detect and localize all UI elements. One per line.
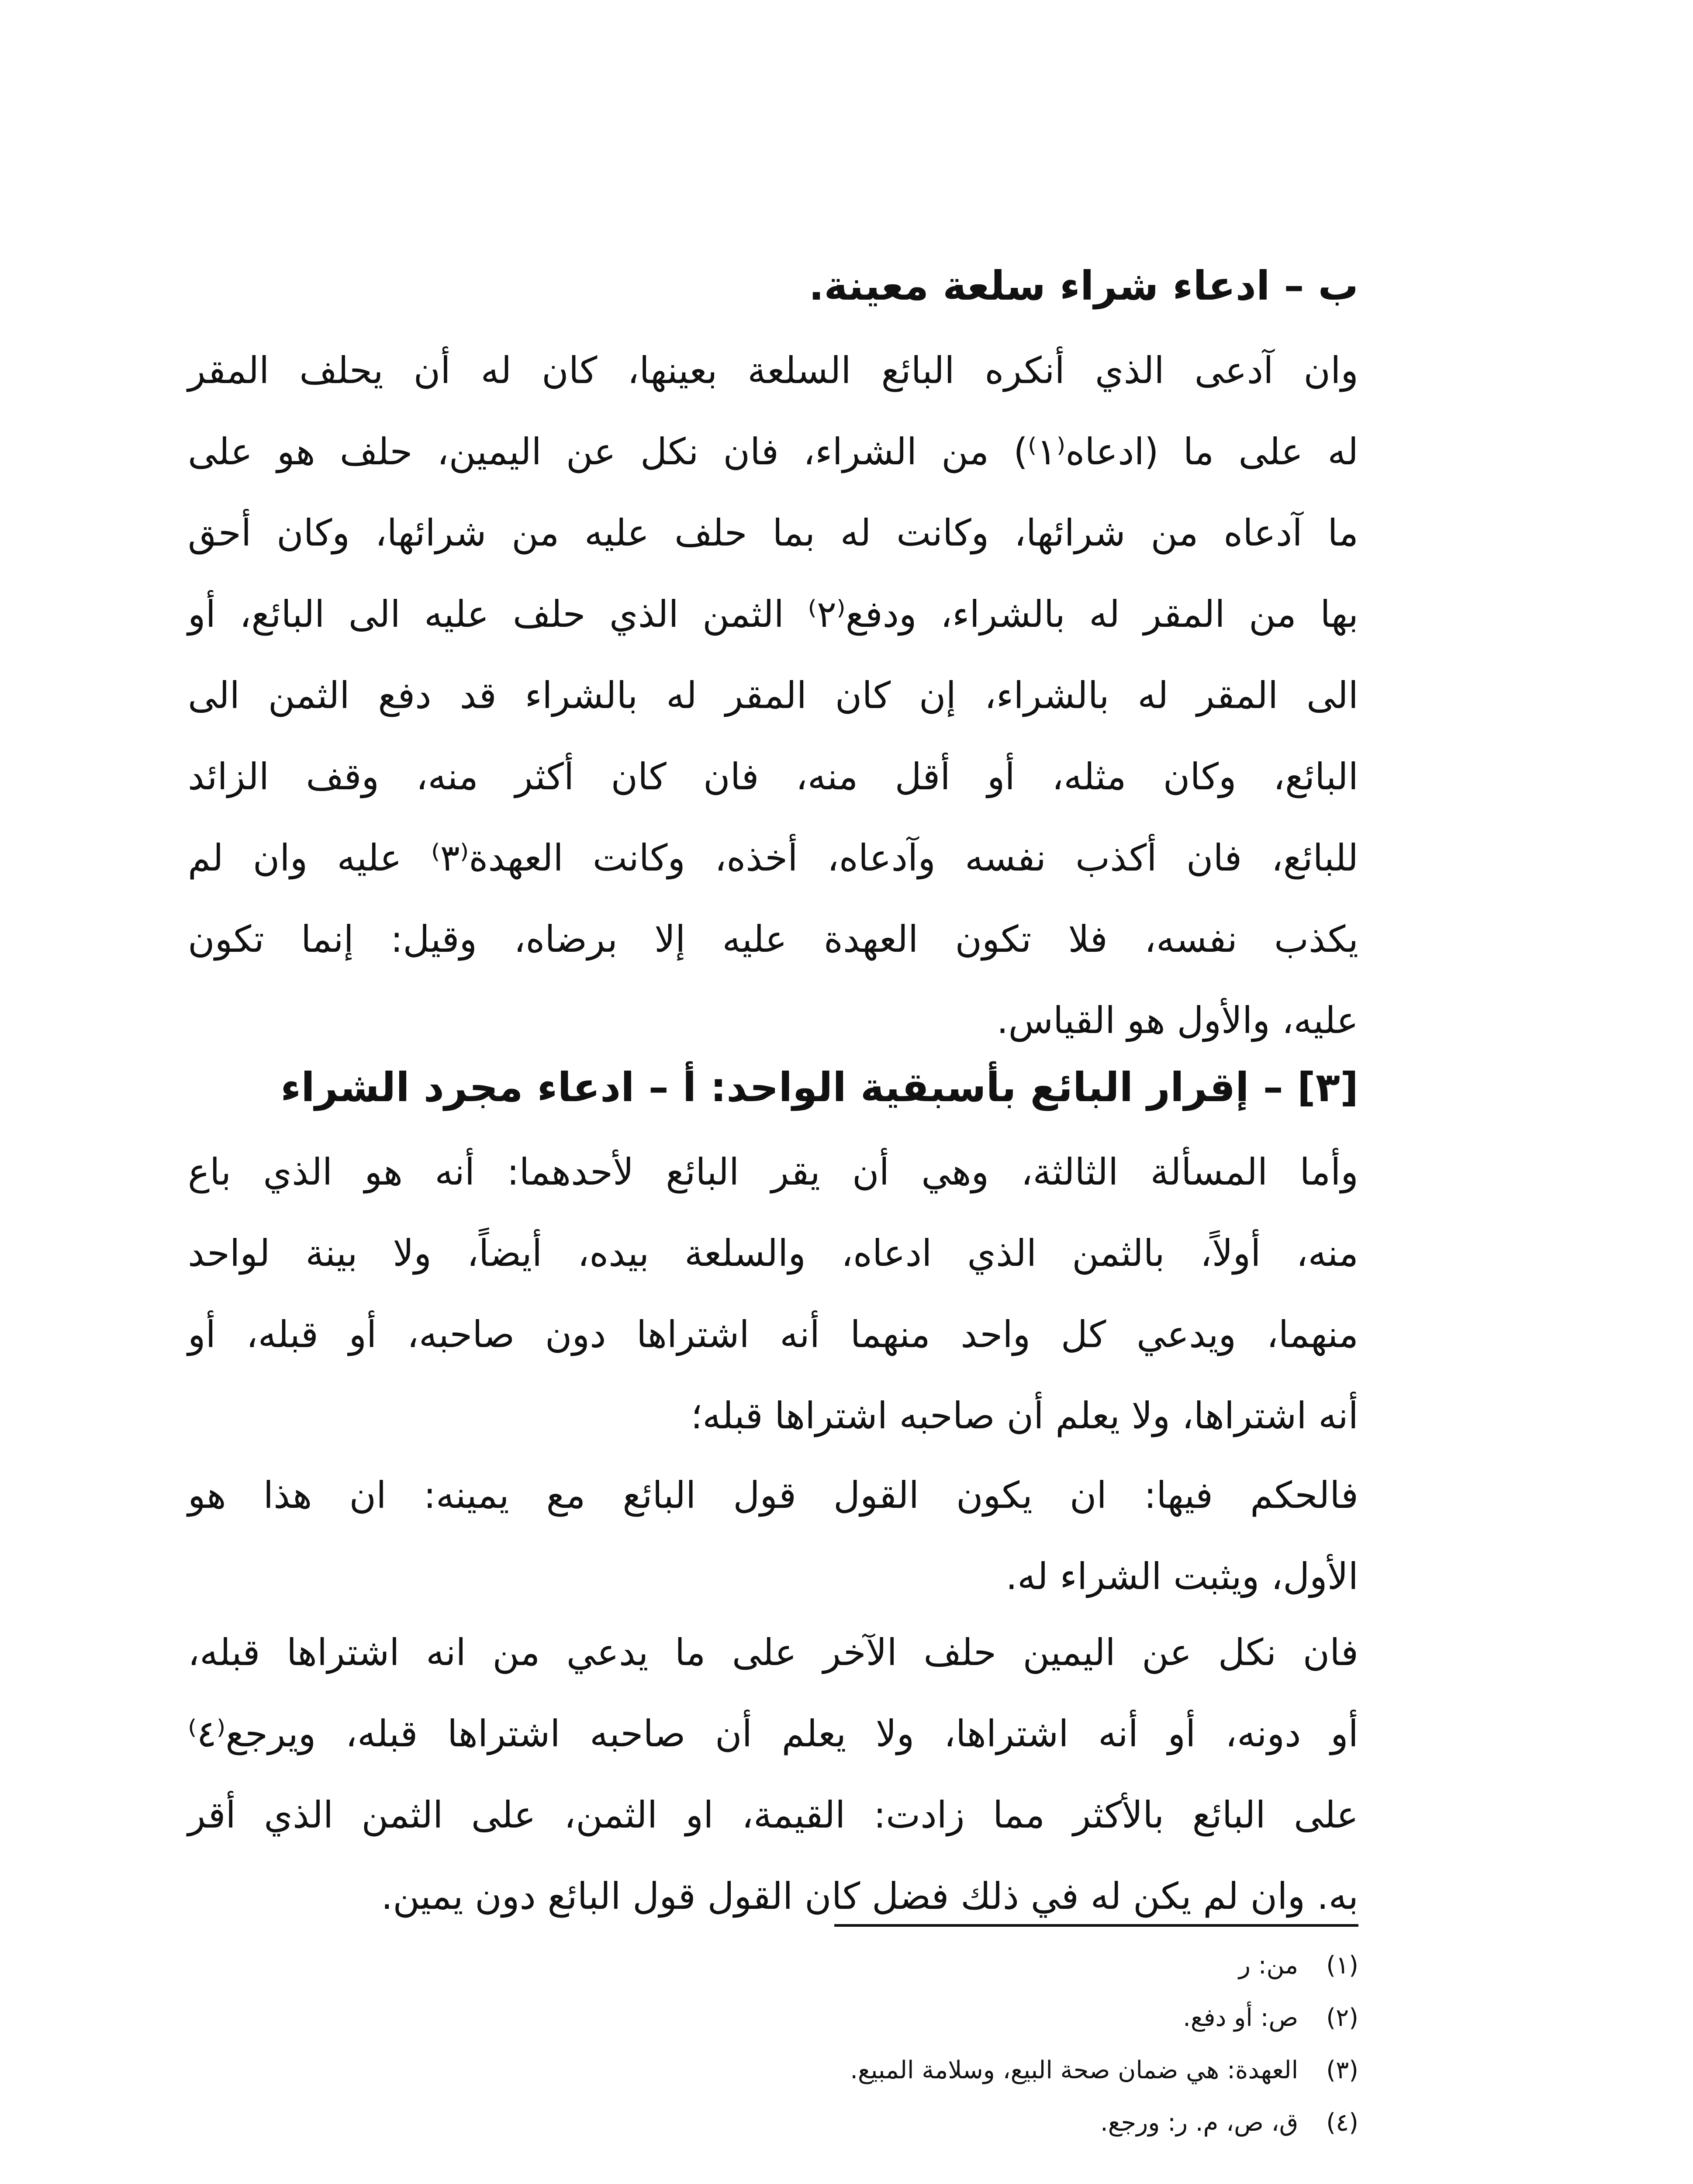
footnote-text: من: ر bbox=[1238, 1951, 1299, 1980]
paragraph-line: بها من المقر له بالشراء، ودفع⁽٢⁾ الثمن الذي حلف عليه الى البائع، أو bbox=[188, 593, 1359, 636]
footnote-number: (١) bbox=[1326, 1951, 1358, 1980]
paragraph-line: فان نكل عن اليمين حلف الآخر على ما يدعي من انه اشتراها قبله، bbox=[188, 1631, 1358, 1674]
footnote-text: العهدة: هي ضمان صحة البيع، وسلامة المبيع. bbox=[850, 2056, 1299, 2084]
paragraph-line: الى المقر له بالشراء، إن كان المقر له بالشراء قد دفع الثمن الى bbox=[188, 674, 1358, 717]
footnote bbox=[699, 1939, 1358, 1992]
paragraph-line: له على ما (ادعاه⁽١⁾) من الشراء، فان نكل عن اليمين، حلف هو على bbox=[188, 430, 1359, 473]
paragraph-line: به. وان لم يكن له في ذلك فضل كان القول قول البائع دون يمين. bbox=[381, 1875, 1358, 1918]
footnote bbox=[699, 2097, 1358, 2149]
footnote-number: (٤) bbox=[1326, 2108, 1358, 2137]
footnote bbox=[699, 2044, 1358, 2097]
paragraph-line: على البائع بالأكثر مما زادت: القيمة، او الثمن، على الثمن الذي أقر bbox=[188, 1794, 1358, 1836]
section-b-paragraph bbox=[188, 330, 1358, 1061]
footnote-text: ص: أو دفع. bbox=[1183, 2004, 1299, 2032]
section-3-heading: [٣] – إقرار البائع بأسبقية الواحد: أ – ادعاء مجرد الشراء bbox=[280, 1064, 1358, 1111]
footnotes bbox=[699, 1939, 1358, 2149]
paragraph-line: وان آدعى الذي أنكره البائع السلعة بعينها، كان له أن يحلف المقر bbox=[188, 349, 1358, 392]
paragraph-line: الأول، ويثبت الشراء له. bbox=[1005, 1555, 1358, 1598]
paragraph-line: عليه، والأول هو القياس. bbox=[996, 999, 1358, 1042]
paragraph-line: البائع، وكان مثله، أو أقل منه، فان كان أكثر منه، وقف الزائد bbox=[188, 755, 1358, 798]
paragraph-line: فالحكم فيها: ان يكون القول قول البائع مع يمينه: ان هذا هو bbox=[188, 1474, 1358, 1517]
paragraph-line: للبائع، فان أكذب نفسه وآدعاه، أخذه، وكانت العهدة⁽٣⁾ عليه وان لم bbox=[188, 836, 1359, 879]
footnote-number: (٢) bbox=[1326, 2004, 1358, 2032]
paragraph-line: منه، أولاً، بالثمن الذي ادعاه، والسلعة بيده، أيضاً، ولا بينة لواحد bbox=[188, 1232, 1358, 1275]
section-3 bbox=[188, 1046, 1358, 1129]
paragraph-line: وأما المسألة الثالثة، وهي أن يقر البائع لأحدهما: أنه هو الذي باع bbox=[188, 1151, 1358, 1193]
footnote-number: (٣) bbox=[1326, 2056, 1358, 2084]
paragraph-line: أنه اشتراها، ولا يعلم أن صاحبه اشتراها قبله؛ bbox=[691, 1394, 1358, 1437]
section-3-paragraph-2 bbox=[188, 1455, 1358, 1617]
paragraph-line: أو دونه، أو أنه اشتراها، ولا يعلم أن صاحبه اشتراها قبله، ويرجع⁽٤⁾ bbox=[188, 1712, 1358, 1755]
section-b-heading: ب – ادعاء شراء سلعة معينة. bbox=[808, 263, 1358, 309]
paragraph-line: منهما، ويدعي كل واحد منهما أنه اشتراها دون صاحبه، أو قبله، أو bbox=[188, 1313, 1358, 1356]
paragraph-line: ما آدعاه من شرائها، وكانت له بما حلف عليه من شرائها، وكان أحق bbox=[188, 511, 1358, 554]
section-b bbox=[188, 245, 1358, 328]
footnote bbox=[699, 1992, 1358, 2044]
section-3-paragraph-1 bbox=[188, 1131, 1358, 1456]
section-3-paragraph-3 bbox=[188, 1612, 1358, 1937]
footnote-text: ق، ص، م. ر: ورجع. bbox=[1100, 2108, 1299, 2137]
paragraph-line: يكذب نفسه، فلا تكون العهدة عليه إلا برضاه، وقيل: إنما تكون bbox=[188, 918, 1358, 961]
footnote-divider bbox=[834, 1924, 1358, 1927]
